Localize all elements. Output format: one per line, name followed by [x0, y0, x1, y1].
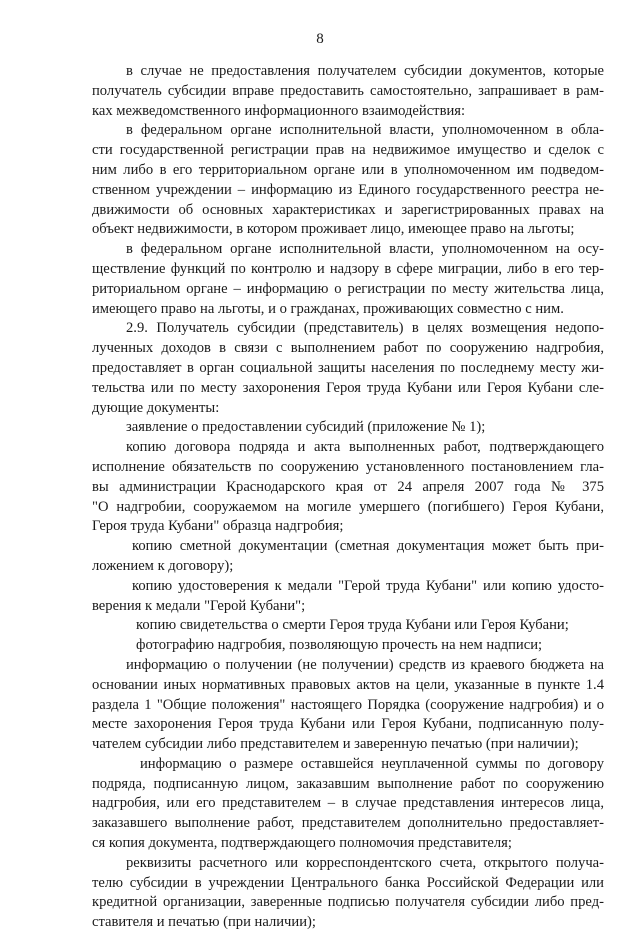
- text-line: заказавшего выполнение работ, представителем дополнительно предоставляет-: [92, 815, 604, 832]
- text-line: дующие документы:: [92, 399, 220, 416]
- text-line: "О надгробии, сооружаемом на могиле умершего (погибшего) Героя Кубани,: [92, 498, 604, 515]
- text-line: тельства или по месту захоронения Героя труда Кубани или Героя Кубани сле-: [92, 379, 604, 396]
- text-line: ках межведомственного информационного взаимодействия:: [92, 102, 466, 119]
- text-line: реквизиты расчетного или корреспондентского счета, открытого получа-: [126, 854, 604, 871]
- text-line: ним либо в его территориальном органе или в уполномоченном им подведом-: [92, 161, 604, 178]
- text-line: ся копия документа, подтверждающего полномочия представителя;: [92, 835, 512, 852]
- text-line: копию удостоверения к медали "Герой труда Кубани" или копию удосто-: [132, 577, 604, 594]
- text-line: месте захоронения Героя труда Кубани или Героя Кубани, подписанную полу-: [92, 716, 604, 733]
- text-line: объект недвижимости, в котором проживает лицо, имеющее право на льготы;: [92, 221, 575, 238]
- text-line: в федеральном органе исполнительной власти, уполномоченном на осу-: [126, 241, 604, 258]
- text-line: подряда, подписанную лицом, заказавшим выполнение работ по сооружению: [92, 775, 604, 792]
- text-line: сти государственной регистрации прав на недвижимое имущество и сделок с: [92, 142, 604, 159]
- text-line: ложением к договору);: [92, 557, 234, 574]
- text-line: исполнение обязательств по сооружению установленного постановлением гла-: [92, 458, 604, 475]
- text-line: 2.9. Получатель субсидии (представитель) в целях возмещения недопо-: [126, 320, 604, 337]
- text-line: информацию о размере оставшейся неуплаченной суммы по договору: [140, 755, 604, 772]
- text-line: имеющего право на льготы, и о гражданах, проживающих совместно с ним.: [92, 300, 564, 317]
- text-line: раздела 1 "Общие положения" настоящего Порядка (сооружение надгробия) и о: [92, 696, 604, 713]
- text-line: лученных доходов в связи с выполнением работ по сооружению надгробия,: [92, 340, 604, 357]
- text-line: риториальном органе – информацию о регистрации по месту жительства лица,: [92, 280, 604, 297]
- text-line: фотографию надгробия, позволяющую прочесть на нем надписи;: [136, 637, 543, 654]
- text-line: предоставляет в орган социальной защиты населения по последнему месту жи-: [92, 359, 604, 376]
- text-line: информацию о получении (не получении) средств из краевого бюджета на: [126, 656, 604, 673]
- text-line: вы администрации Краснодарского края от 24 апреля 2007 года № 375: [92, 478, 604, 495]
- text-line: в федеральном органе исполнительной власти, уполномоченном в обла-: [126, 122, 604, 139]
- text-line: надгробия, или его представителем – в случае представления интересов лица,: [92, 795, 604, 812]
- text-line: ставителя и печатью (при наличии);: [92, 914, 316, 931]
- text-line: Героя труда Кубани" образца надгробия;: [92, 518, 344, 535]
- text-line: ществление функций по контролю и надзору в сфере миграции, либо в его тер-: [92, 260, 604, 277]
- text-line: движимости об основных характеристиках и зарегистрированных правах на: [92, 201, 604, 218]
- text-line: копию сметной документации (сметная документация может быть при-: [132, 538, 604, 555]
- text-line: кредитной организации, заверенные подписью получателя субсидии либо пред-: [92, 894, 604, 911]
- text-line: копию свидетельства о смерти Героя труда Кубани или Героя Кубани;: [136, 617, 569, 634]
- text-line: верения к медали "Герой Кубани";: [92, 597, 306, 614]
- document-body: [92, 62, 604, 933]
- text-line: в случае не предоставления получателем субсидии документов, которые: [126, 63, 604, 79]
- text-line: копию договора подряда и акта выполненных работ, подтверждающего: [126, 439, 604, 456]
- page-number: 8: [316, 31, 324, 47]
- text-line: заявление о предоставлении субсидий (приложение № 1);: [126, 419, 486, 436]
- text-line: получатель субсидии вправе предоставить самостоятельно, запрашивает в рам-: [92, 82, 604, 99]
- text-line: основании иных нормативных правовых актов на цели, указанные в пункте 1.4: [92, 676, 604, 693]
- text-line: телю субсидии в учреждении Центрального банка Российской Федерации или: [92, 874, 604, 891]
- text-line: ственном учреждении – информацию из Единого государственного реестра не-: [92, 181, 604, 198]
- text-line: чателем субсидии либо представителем и заверенную печатью (при наличии);: [92, 736, 579, 753]
